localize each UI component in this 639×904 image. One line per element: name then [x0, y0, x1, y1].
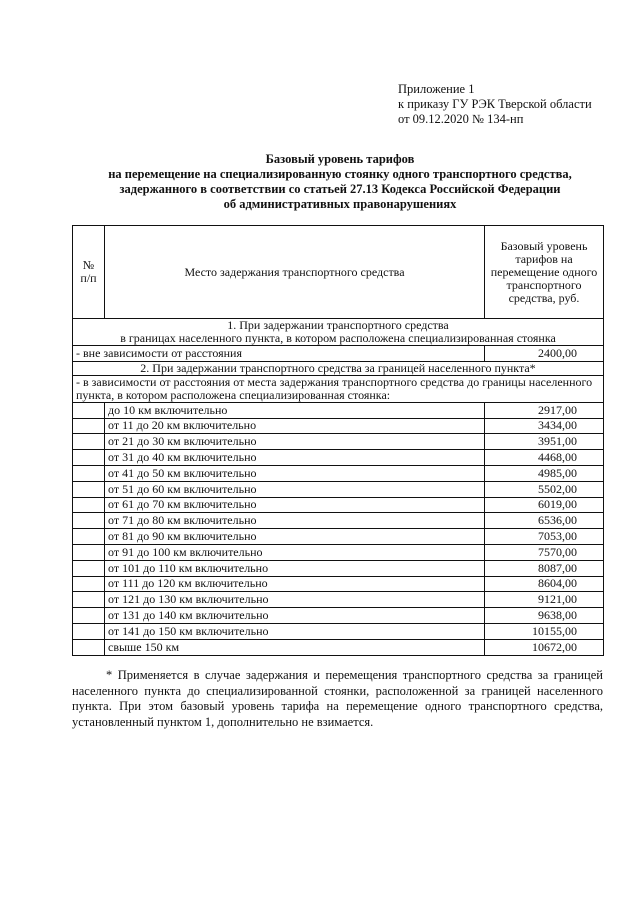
- footnote: * Применяется в случае задержания и перемещения транспортного средства за границей населенного пункта до специализированной стоянки, расположенной за границей населенного пункта. При этом базовый уровень тарифа на перемещение одного транспортного средства, установленный пунктом 1, дополнительно не взимается.: [72, 668, 603, 729]
- appendix-block: [398, 82, 592, 127]
- row-spacer: [73, 529, 105, 545]
- table-header-row: [73, 226, 604, 319]
- row-spacer: [73, 576, 105, 592]
- row-spacer: [73, 497, 105, 513]
- distance-rows: [73, 402, 604, 655]
- tariff-value: 7570,00: [485, 544, 604, 560]
- header-number-line-2: п/п: [80, 271, 97, 285]
- appendix-line-2: к приказу ГУ РЭК Тверской области: [398, 97, 592, 111]
- header-number: [73, 226, 105, 319]
- tariff-value: 5502,00: [485, 481, 604, 497]
- distance-label: от 81 до 90 км включительно: [105, 529, 485, 545]
- tariff-value: 10672,00: [485, 639, 604, 655]
- tariff-value: 6536,00: [485, 513, 604, 529]
- appendix-line-3: от 09.12.2020 № 134-нп: [398, 112, 524, 126]
- table-row: [73, 481, 604, 497]
- section-2-intro: - в зависимости от расстояния от места задержания транспортного средства до границы населенного пункта, в котором расположена специализированная стоянка:: [73, 375, 604, 402]
- header-number-line-1: №: [82, 258, 95, 272]
- row-spacer: [73, 592, 105, 608]
- section-2-intro-row: [73, 375, 604, 402]
- table-row: [73, 418, 604, 434]
- section-1-row-label: - вне зависимости от расстояния: [73, 346, 485, 362]
- appendix-line-1: Приложение 1: [398, 82, 475, 96]
- tariff-value: 3951,00: [485, 434, 604, 450]
- row-spacer: [73, 544, 105, 560]
- title-line-2: на перемещение на специализированную стоянку одного транспортного средства,: [108, 167, 572, 181]
- table-row: [73, 639, 604, 655]
- section-1-title: [73, 319, 604, 346]
- table-row: [73, 465, 604, 481]
- distance-label: от 41 до 50 км включительно: [105, 465, 485, 481]
- row-spacer: [73, 434, 105, 450]
- row-spacer: [73, 481, 105, 497]
- table-row: [73, 544, 604, 560]
- distance-label: от 61 до 70 км включительно: [105, 497, 485, 513]
- row-spacer: [73, 639, 105, 655]
- table-row: [73, 497, 604, 513]
- tariff-value: 8604,00: [485, 576, 604, 592]
- distance-label: от 71 до 80 км включительно: [105, 513, 485, 529]
- table-row: [73, 434, 604, 450]
- section-1-line-1: 1. При задержании транспортного средства: [227, 318, 449, 332]
- row-spacer: [73, 513, 105, 529]
- table-row: [73, 592, 604, 608]
- section-1-row-value: 2400,00: [485, 346, 604, 362]
- tariff-table: [72, 225, 604, 656]
- document-title: [60, 152, 620, 212]
- distance-label: от 121 до 130 км включительно: [105, 592, 485, 608]
- row-spacer: [73, 465, 105, 481]
- tariff-value: 7053,00: [485, 529, 604, 545]
- section-2-title: 2. При задержании транспортного средства за границей населенного пункта*: [73, 361, 604, 375]
- title-line-1: Базовый уровень тарифов: [265, 152, 415, 166]
- distance-label: свыше 150 км: [105, 639, 485, 655]
- row-spacer: [73, 418, 105, 434]
- table-row: [73, 402, 604, 418]
- tariff-value: 4468,00: [485, 450, 604, 466]
- distance-label: от 131 до 140 км включительно: [105, 608, 485, 624]
- row-spacer: [73, 608, 105, 624]
- header-place: Место задержания транспортного средства: [105, 226, 485, 319]
- distance-label: от 21 до 30 км включительно: [105, 434, 485, 450]
- section-2-heading: [73, 361, 604, 375]
- table-row: [73, 346, 604, 362]
- tariff-value: 2917,00: [485, 402, 604, 418]
- distance-label: до 10 км включительно: [105, 402, 485, 418]
- table-row: [73, 450, 604, 466]
- distance-label: от 31 до 40 км включительно: [105, 450, 485, 466]
- distance-label: от 11 до 20 км включительно: [105, 418, 485, 434]
- table-row: [73, 529, 604, 545]
- distance-label: от 101 до 110 км включительно: [105, 560, 485, 576]
- header-tariff: Базовый уровень тарифов на перемещение одного транспортного средства, руб.: [485, 226, 604, 319]
- tariff-value: 6019,00: [485, 497, 604, 513]
- tariff-value: 8087,00: [485, 560, 604, 576]
- table-row: [73, 623, 604, 639]
- distance-label: от 91 до 100 км включительно: [105, 544, 485, 560]
- table-row: [73, 608, 604, 624]
- table-row: [73, 560, 604, 576]
- title-line-3: задержанного в соответствии со статьей 27.13 Кодекса Российской Федерации: [119, 182, 561, 196]
- title-line-4: об административных правонарушениях: [223, 197, 457, 211]
- tariff-value: 9121,00: [485, 592, 604, 608]
- tariff-value: 10155,00: [485, 623, 604, 639]
- tariff-value: 9638,00: [485, 608, 604, 624]
- table-row: [73, 576, 604, 592]
- tariff-value: 3434,00: [485, 418, 604, 434]
- section-1-line-2: в границах населенного пункта, в котором расположена специализированная стоянка: [120, 331, 556, 345]
- row-spacer: [73, 450, 105, 466]
- tariff-value: 4985,00: [485, 465, 604, 481]
- table-row: [73, 513, 604, 529]
- distance-label: от 111 до 120 км включительно: [105, 576, 485, 592]
- row-spacer: [73, 623, 105, 639]
- distance-label: от 51 до 60 км включительно: [105, 481, 485, 497]
- section-1-heading: [73, 319, 604, 346]
- distance-label: от 141 до 150 км включительно: [105, 623, 485, 639]
- row-spacer: [73, 560, 105, 576]
- row-spacer: [73, 402, 105, 418]
